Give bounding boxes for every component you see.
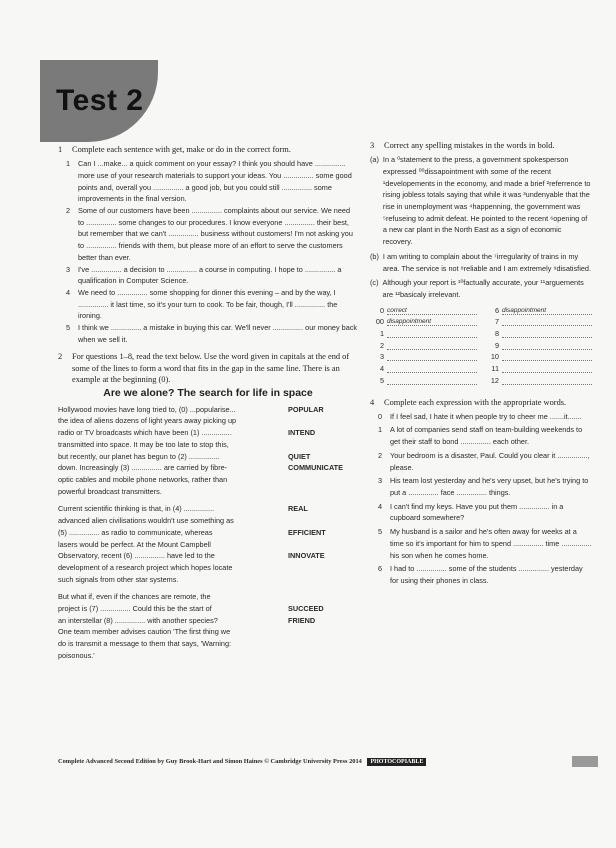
capital-word: [280, 638, 358, 650]
q1-item-text: We need to ............... some shopping for dinner this evening – and by the way, I ............... it last time, so it's your turn to cook. To be fair, though, I'll ............... the ironing.: [78, 287, 338, 321]
article-line-text: lasers would be perfect. At the Mount Campbell: [58, 539, 211, 549]
answer-line: [502, 340, 592, 350]
question-2: [58, 351, 358, 661]
article-line-text: powerful broadcast transmitters.: [58, 486, 162, 496]
answer-number: 9: [494, 340, 499, 350]
answer-number: 6: [494, 305, 499, 315]
answer-line: [387, 328, 477, 338]
capital-word: [280, 474, 358, 486]
article-body: [58, 404, 358, 662]
capital-word: [280, 626, 358, 638]
answer-number: 0: [379, 305, 384, 315]
article-line-text: advanced alien civilisations wouldn't use something as: [58, 516, 234, 526]
q3-part-text: In a ⁰statement to the press, a government spokesperson expressed ⁰⁰dissapointment with some of the recent ¹developements in the economy, and made a brief ²referrence to rising jobless totals saying that while it was ³undenyable that the rise in unemployment was ⁴happenning, the government was ⁵refuseing to admit defeat. He pointed to the recent ⁶opening of a new car plant in the North East as a sign of economic recovery.: [382, 155, 591, 247]
q1-item-number: 5: [66, 323, 71, 333]
q4-items: [370, 411, 592, 587]
answer-number: 3: [379, 352, 384, 362]
answer-slot: [485, 305, 592, 317]
left-column: [58, 144, 358, 668]
capital-word: INNOVATE: [288, 551, 325, 561]
q3-part-label: (c): [370, 278, 379, 288]
article-line: [58, 626, 358, 638]
q3-parts: [370, 154, 592, 300]
article-line: [58, 650, 358, 662]
article-line-text: development of a research project which hopes locate: [58, 562, 233, 572]
answer-number: 11: [491, 364, 499, 374]
capital-word: [280, 439, 358, 451]
q4-item-number: 0: [378, 411, 383, 421]
q1-item-text: Some of our customers have been ............... complaints about our service. We need to ............... some changes to our procedures. I know everyone ............... their best, but remember that we can't ............... business without customers! I'm not asking you to ............... friends with them, but please more of an effort to serve the customers better than ever.: [78, 206, 353, 262]
article-line: [58, 404, 358, 416]
article-line: [58, 439, 358, 451]
answer-slot: [485, 328, 592, 340]
q4-item: [378, 450, 592, 473]
q4-item: [378, 526, 592, 561]
article-line: [58, 562, 358, 574]
answer-slot: [485, 340, 592, 352]
q3-number: 3: [370, 141, 375, 150]
answer-slot: [370, 375, 477, 387]
answer-slot: [485, 316, 592, 328]
answer-line: [502, 351, 592, 361]
answer-number: 1: [379, 329, 384, 339]
q4-item: [378, 411, 592, 423]
q4-item: [378, 501, 592, 524]
capital-word: QUIET: [288, 451, 311, 461]
article-line: [58, 527, 358, 539]
q4-item-text: I had to ............... some of the students ............... yesterday for using their phones in class.: [390, 564, 583, 585]
article-line-text: such signals from other star systems.: [58, 574, 179, 584]
q3-part-text: Although your report is ¹⁰factually accurate, your ¹¹arguements are ¹²basicaly irrelevant.: [382, 278, 584, 299]
answer-line: [502, 363, 592, 373]
capital-word: INTEND: [288, 428, 316, 438]
article-line: [58, 503, 358, 515]
q4-item-number: 4: [378, 501, 383, 511]
q1-item-number: 2: [66, 206, 71, 216]
answer-number: 10: [490, 352, 499, 362]
answer-line: [502, 328, 592, 338]
capital-word: [280, 539, 358, 551]
capital-word: SUCCEED: [288, 604, 324, 614]
article-line-text: radio or TV broadcasts which have been (1) ...............: [58, 428, 232, 438]
article-line: [58, 427, 358, 439]
q1-item-text: I think we ............... a mistake in buying this car. We'll never ............... our money back when we sell it.: [78, 323, 358, 344]
capital-word: [280, 486, 358, 498]
q3-part-label: (a): [370, 155, 379, 165]
article-line: [58, 539, 358, 551]
q4-number: 4: [370, 397, 375, 407]
article-line-text: do is transmit a message to them that says, 'Warning:: [58, 639, 232, 649]
answer-slot: [370, 340, 477, 352]
q1-item: [66, 158, 358, 205]
answer-number: 2: [379, 340, 384, 350]
answer-line: [387, 351, 477, 361]
q4-item-text: A lot of companies send staff on team-building weekends to get their staff to bond ............... each other.: [390, 425, 583, 447]
page-number-tab: [572, 756, 598, 767]
q3-answer-grid: [370, 305, 592, 387]
article-line: [58, 638, 358, 650]
answer-line: [387, 375, 477, 385]
q1-item: [66, 205, 358, 264]
answer-number: 12: [490, 375, 499, 385]
capital-word: [280, 574, 358, 586]
answer-slot: [370, 351, 477, 363]
capital-word: EFFICIENT: [288, 527, 326, 537]
article-line: [58, 574, 358, 586]
article-line: [58, 550, 358, 562]
article-line: [58, 591, 358, 603]
answer-slot: [370, 316, 477, 328]
article-line-text: Observatory, recent (6) ............... have led to the: [58, 551, 215, 561]
q4-item-text: Your bedroom is a disaster, Paul. Could you clear it ..............., please.: [390, 450, 590, 472]
q4-item-number: 2: [378, 450, 383, 460]
question-3: [370, 140, 592, 387]
q2-number: 2: [58, 352, 63, 362]
q2-instruction: For questions 1–8, read the text below. Use the word given in capitals at the end of some of the lines to form a word that fits in the gap in the same line. There is an example at the beginning (0).: [72, 352, 350, 384]
q4-item-text: I can't find my keys. Have you put them ............... in a cupboard somewhere?: [390, 501, 564, 523]
q4-item: [378, 424, 592, 447]
article-line: [58, 515, 358, 527]
q1-item-number: 4: [66, 287, 71, 297]
article-title: Are we alone? The search for life in space: [103, 387, 313, 400]
answer-line: disappointment: [387, 316, 477, 326]
q3-part: [370, 277, 592, 300]
answer-line: [387, 340, 477, 350]
article-line: [58, 486, 358, 498]
q3-instruction: Correct any spelling mistakes in the words in bold.: [384, 141, 555, 150]
capital-word: [280, 415, 358, 427]
article-line-text: One team member advises caution 'The first thing we: [58, 627, 231, 637]
q1-item-text: I've ............... a decision to ............... a course in computing. I hope to ............... a qualification in Computer Science.: [78, 264, 342, 286]
answer-line: [387, 363, 477, 373]
answer-slot: [370, 305, 477, 317]
article-line: [58, 615, 358, 627]
answer-slot: [370, 328, 477, 340]
capital-word: [280, 515, 358, 527]
page-title: Test 2: [56, 84, 144, 117]
answer-line: [502, 375, 592, 385]
article-line: [58, 451, 358, 463]
article-paragraph: [58, 404, 358, 498]
article-line: [58, 474, 358, 486]
article-line-text: but recently, our planet has begun to (2) ...............: [58, 451, 220, 461]
answer-slot: [485, 351, 592, 363]
right-column: [370, 140, 592, 589]
answer-line: disappointment: [502, 305, 592, 315]
answer-number: 7: [494, 317, 499, 327]
question-1: [58, 144, 358, 345]
q1-item: [66, 322, 358, 345]
q1-item-number: 3: [66, 264, 71, 274]
q1-item: [66, 264, 358, 287]
capital-word: [280, 562, 358, 574]
answer-number: 00: [375, 317, 384, 327]
q1-item: [66, 287, 358, 322]
article-line-text: Hollywood movies have long tried to, (0) ...popularise...: [58, 404, 236, 414]
capital-word: REAL: [288, 504, 308, 514]
q4-item-text: His team lost yesterday and he's very upset, but he's trying to put a ............... face ............... things.: [390, 476, 589, 497]
capital-word: [280, 650, 358, 662]
q1-item-number: 1: [66, 159, 71, 169]
article-line-text: (5) ............... as radio to communicate, whereas: [58, 527, 213, 537]
article-line: [58, 603, 358, 615]
article-line-text: down. Increasingly (3) ............... are carried by fibre-: [58, 463, 228, 473]
q3-part: [370, 154, 592, 248]
article-line-text: the idea of aliens dozens of light years away picking up: [58, 416, 237, 426]
article-line-text: an interstellar (8) ............... with another species?: [58, 615, 218, 625]
photocopiable-stamp: PHOTOCOPIABLE: [367, 758, 426, 766]
q1-items: [58, 158, 358, 345]
q4-item-number: 1: [378, 425, 383, 435]
q4-item-number: 6: [378, 564, 383, 574]
answer-slot: [370, 363, 477, 375]
q1-item-text: Can I ...make... a quick comment on your essay? I think you should have ............... more use of your research materials to support your ideas. You ............... some good points and, overall you ............... a good job, but you could still ............... some improvements in the final version.: [78, 159, 352, 204]
article-line-text: Current scientific thinking is that, in (4) ...............: [58, 504, 215, 514]
answer-slot: [485, 375, 592, 387]
q4-item: [378, 563, 592, 586]
q1-number: 1: [58, 145, 63, 154]
answer-number: 4: [379, 364, 384, 374]
article-paragraph: [58, 503, 358, 585]
capital-word: COMMUNICATE: [288, 463, 343, 473]
article-line-text: optic cables and mobile phone networks, rather than: [58, 474, 228, 484]
answer-line: [502, 316, 592, 326]
footer-credit: Complete Advanced Second Edition by Guy Brook-Hart and Simon Haines © Cambridge University Press 2014: [58, 758, 362, 765]
article-line-text: transmitted into space. It may be too late to stop this,: [58, 439, 229, 449]
answer-slot: [485, 363, 592, 375]
article-paragraph: [58, 591, 358, 661]
q1-instruction: Complete each sentence with get, make or do in the correct form.: [72, 145, 291, 154]
q3-part: [370, 251, 592, 274]
q4-item-text: If I feel sad, I hate it when people try to cheer me .......it.......: [390, 411, 582, 421]
article-line: [58, 462, 358, 474]
footer: [58, 758, 426, 766]
article-line-text: poisonous.': [58, 650, 95, 660]
q4-item-number: 3: [378, 476, 383, 486]
capital-word: FRIEND: [288, 615, 316, 625]
q3-part-text: I am writing to complain about the ⁷irregularity of trains in my area. The service is not ⁸reliable and I am extremely ⁹disatisfied.: [382, 251, 591, 273]
article-line-text: But what if, even if the chances are remote, the: [58, 592, 211, 602]
answer-line: correct: [387, 305, 477, 315]
article-line: [58, 415, 358, 427]
answer-number: 8: [494, 329, 499, 339]
article-line-text: project is (7) ............... Could this be the start of: [58, 604, 212, 614]
question-4: [370, 397, 592, 587]
q4-item-number: 5: [378, 527, 383, 537]
answer-number: 5: [379, 375, 384, 385]
capital-word: [280, 591, 358, 603]
q4-item: [378, 475, 592, 498]
q3-part-label: (b): [370, 251, 379, 261]
q4-item-text: My husband is a sailor and he's often away for weeks at a time so it's important for him to spend ............... time ............... his son when he comes home.: [390, 527, 592, 560]
q4-instruction: Complete each expression with the appropriate words.: [384, 397, 567, 407]
capital-word: POPULAR: [288, 404, 324, 414]
